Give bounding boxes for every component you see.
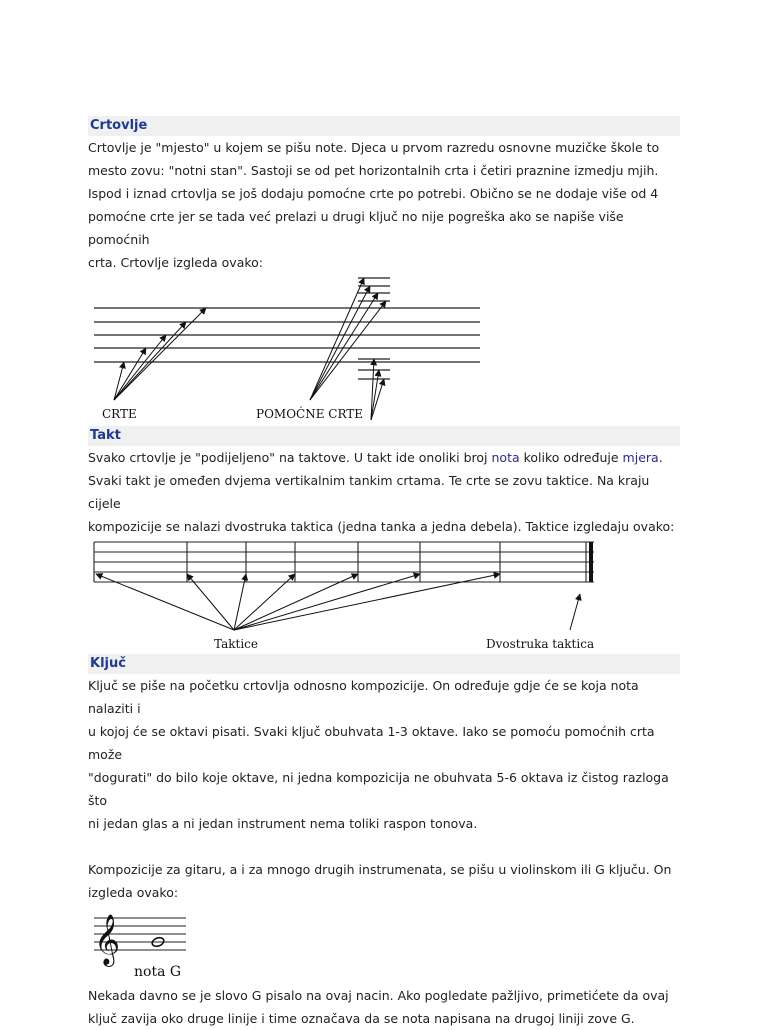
spacer [88,835,680,858]
paragraph-gitara [88,858,680,904]
text-line: kompozicije se nalazi dvostruka taktica (jedna tanka a jedna debela). Taktice izgledaju ovako: [88,519,675,534]
label-nota-g: nota G [134,964,182,980]
paragraph-crtovlje [88,136,680,274]
text-line: u kojoj će se oktavi pisati. Svaki ključ obuhvata 1-3 oktave. Iako se pomoću pomoćnih crta može [88,724,655,762]
link-nota[interactable]: nota [491,450,520,465]
text-line: ni jedan glas a ni jedan instrument nema toliki raspon tonova. [88,816,478,831]
text-line: Svaki takt je omeđen dvjema vertikalnim tankim crtama. Te crte se zovu taktice. Na kraju cijele [88,473,650,511]
treble-clef-icon: 𝄞 [94,914,121,965]
text-line: Svako crtovlje je "podijeljeno" na taktove. U takt ide onoliki broj [88,450,492,465]
text-line: Crtovlje je "mjesto" u kojem se pišu note. Djeca u prvom razredu osnovne muzičke škole to [88,140,660,155]
label-dvostruka-taktica: Dvostruka taktica [486,637,595,651]
heading-takt: Takt [88,426,680,446]
text-line: ključ zavija oko druge linije i time označava da se nota napisana na drugoj liniji zove G. [88,1011,635,1026]
text-line: crta. Crtovlje izgleda ovako: [88,255,263,270]
text-line: Ključ se piše na početku crtovlja odnosno kompozicije. On određuje gdje će se koja nota nalaziti i [88,678,639,716]
text-line: Nekada davno se je slovo G pisalo na ovaj nacin. Ako pogledate pažljivo, primetićete da ovaj [88,988,669,1003]
document-page [88,116,680,1030]
label-pomocne-crte: POMOĆNE CRTE [256,407,364,421]
text-line: izgleda ovako: [88,885,179,900]
text-line: pomoćne crte jer se tada već prelazi u drugi ključ no nije pogreška ako se napiše više pomoćnih [88,209,624,247]
paragraph-takt [88,446,680,538]
barlines-figure [88,538,680,654]
text-line: koliko određuje [519,450,623,465]
label-taktice: Taktice [214,637,258,651]
link-mjera[interactable]: mjera [622,450,659,465]
paragraph-slovo-g [88,984,680,1030]
label-crte: CRTE [102,407,137,421]
text-line: Ispod i iznad crtovlja se još dodaju pomoćne crte po potrebi. Obično se ne dodaje više od 4 [88,186,659,201]
text-line: "dogurati" do bilo koje oktave, ni jedna kompozicija ne obuhvata 5-6 oktava iz čistog razloga što [88,770,669,808]
heading-crtovlje: Crtovlje [88,116,680,136]
text-line: . [658,450,663,465]
paragraph-kljuc [88,674,680,835]
text-line: Kompozicije za gitaru, a i za mnogo drugih instrumenata, se pišu u violinskom ili G ključu. On [88,862,672,877]
treble-clef-figure [88,904,680,984]
heading-kljuc: Ključ [88,654,680,674]
staff-lines-figure [88,274,680,426]
text-line: mesto zovu: "notni stan". Sastoji se od pet horizontalnih crta i četiri praznine izmedju mjih. [88,163,659,178]
